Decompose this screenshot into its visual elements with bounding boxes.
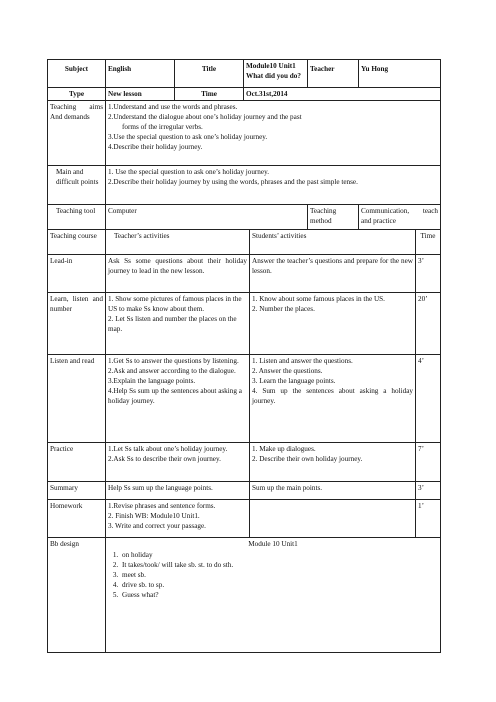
teacher-activities-header: Teacher’s activities (106, 230, 250, 255)
main-points-row (48, 166, 441, 205)
student-activity-item: 1. Make up dialogues. (252, 445, 316, 453)
lesson-plan-table (47, 59, 441, 653)
stage-label: Listen and read (48, 355, 106, 443)
aims-label: Teaching aims And demands (48, 101, 106, 166)
aims-row (48, 101, 441, 166)
time-header: Time (416, 230, 441, 255)
bb-label: Bb design (48, 538, 106, 653)
list-item: 2. It takes/took/ will take sb. st. to do sth. (120, 560, 438, 570)
time-value: 3’ (416, 482, 441, 500)
list-item: 4. drive sb. to sp. (120, 580, 438, 590)
teacher-activity (106, 355, 250, 443)
teacher-activity-item: 2. Finish WB: Module10 Unit1. (108, 512, 200, 520)
table-row (48, 500, 441, 538)
student-activity-item: 3. Learn the language points. (252, 377, 336, 385)
table-row (48, 255, 441, 293)
time-value: 4’ (416, 355, 441, 443)
student-activity-item: 2. Answer the questions. (252, 367, 323, 375)
time-value: 3’ (416, 255, 441, 293)
type-label: Type (48, 88, 106, 101)
bb-design-row (48, 538, 441, 653)
main-points-item: 2.Describe their holiday journey by using the words, phrases and the past simple tense. (108, 178, 358, 186)
title-value-line-2: What did you do? (246, 72, 301, 80)
student-activity (250, 500, 416, 538)
student-activity (250, 443, 416, 482)
teacher-value: Yu Hong (359, 60, 441, 88)
stage-label: Lead-in (48, 255, 106, 293)
teacher-activity (106, 293, 250, 355)
tool-label: Teaching tool (48, 205, 106, 230)
aims-content (106, 101, 441, 166)
teacher-activity-item: 2.Ask Ss to describe their own journey. (108, 455, 221, 463)
bb-content (106, 538, 441, 653)
list-item: 5. Guess what? (120, 590, 438, 600)
teacher-activity-item: 1.Get Ss to answer the questions by listening. (108, 357, 239, 365)
title-value-line-1: Module10 Unit1 (246, 62, 296, 70)
bb-title: Module 10 Unit1 (248, 540, 298, 548)
time-value: Oct.31st,2014 (244, 88, 441, 101)
main-points-content (106, 166, 441, 205)
table-row (48, 293, 441, 355)
student-activity-item: 1. Listen and answer the questions. (252, 357, 353, 365)
teacher-activity-item: 4.Help Ss sum up the sentences about asking a holiday journey. (108, 387, 242, 405)
list-item: 1. on holiday (120, 550, 438, 560)
time-value: 7’ (416, 443, 441, 482)
time-label: Time (175, 88, 244, 101)
teacher-activity: Ask Ss some questions about their holiday journey to lead in the new lesson. (106, 255, 250, 293)
teacher-activity-item: 1.Revise phrases and sentence forms. (108, 502, 216, 510)
stage-label: Homework (48, 500, 106, 538)
aims-item: forms of the irregular verbs. (122, 123, 203, 131)
subject-value: English (106, 60, 175, 88)
title-label: Title (175, 60, 244, 88)
student-activity-item: 1. Know about some famous places in the US. (252, 295, 385, 303)
aims-item: 4.Describe their holiday journey. (108, 143, 203, 151)
tool-value: Computer (106, 205, 308, 230)
student-activity-item: 2. Describe their own holiday journey. (252, 455, 363, 463)
aims-item: 3.Use the special question to ask one’s holiday journey. (108, 133, 268, 141)
stage-label: Practice (48, 443, 106, 482)
teacher-activity-item: 2. Let Ss listen and number the places on the map. (108, 315, 237, 333)
teacher-activity (106, 443, 250, 482)
student-activities-header: Students’ activities (250, 230, 416, 255)
main-points-item: 1. Use the special question to ask one’s holiday journey. (108, 168, 270, 176)
table-row (48, 482, 441, 500)
student-activity: Sum up the main points. (250, 482, 416, 500)
main-points-label: Main and difficult points (48, 166, 106, 205)
subject-label: Subject (48, 60, 106, 88)
teacher-activity-item: 1.Let Ss talk about one’s holiday journey. (108, 445, 228, 453)
table-row (48, 443, 441, 482)
table-row (48, 355, 441, 443)
student-activity (250, 293, 416, 355)
teacher-activity (106, 500, 250, 538)
stage-label: Summary (48, 482, 106, 500)
student-activity-item: 4. Sum up the sentences about asking a holiday journey. (252, 387, 413, 405)
list-item: 3. meet sb. (120, 570, 438, 580)
time-value: 20’ (416, 293, 441, 355)
teacher-activity-item: 3. Write and correct your passage. (108, 522, 206, 530)
teacher-activity-item: 3.Explain the language points. (108, 377, 196, 385)
teacher-activity-item: 1. Show some pictures of famous places in the US to make Ss know about them. (108, 295, 242, 313)
teacher-activity: Help Ss sum up the language points. (106, 482, 250, 500)
title-value (244, 60, 308, 88)
teacher-label: Teacher (308, 60, 359, 88)
aims-item: 2.Understand the dialogue about one’s holiday journey and the past (108, 113, 302, 121)
bb-list (108, 550, 438, 600)
course-label: Teaching course (48, 230, 106, 255)
student-activity-item: 2. Number the places. (252, 305, 315, 313)
header-row-2 (48, 88, 441, 101)
student-activity (250, 355, 416, 443)
teacher-activity-item: 2.Ask and answer according to the dialogue. (108, 367, 236, 375)
type-value: New lesson (106, 88, 175, 101)
method-value: Communication, teach and practice (359, 205, 441, 230)
method-label: Teaching method (308, 205, 359, 230)
stage-label: Learn, listen and number (48, 293, 106, 355)
tools-row (48, 205, 441, 230)
header-row-1 (48, 60, 441, 88)
student-activity: Answer the teacher’s questions and prepare for the new lesson. (250, 255, 416, 293)
course-header-row (48, 230, 441, 255)
aims-item: 1.Understand and use the words and phrases. (108, 103, 238, 111)
time-value: 1’ (416, 500, 441, 538)
